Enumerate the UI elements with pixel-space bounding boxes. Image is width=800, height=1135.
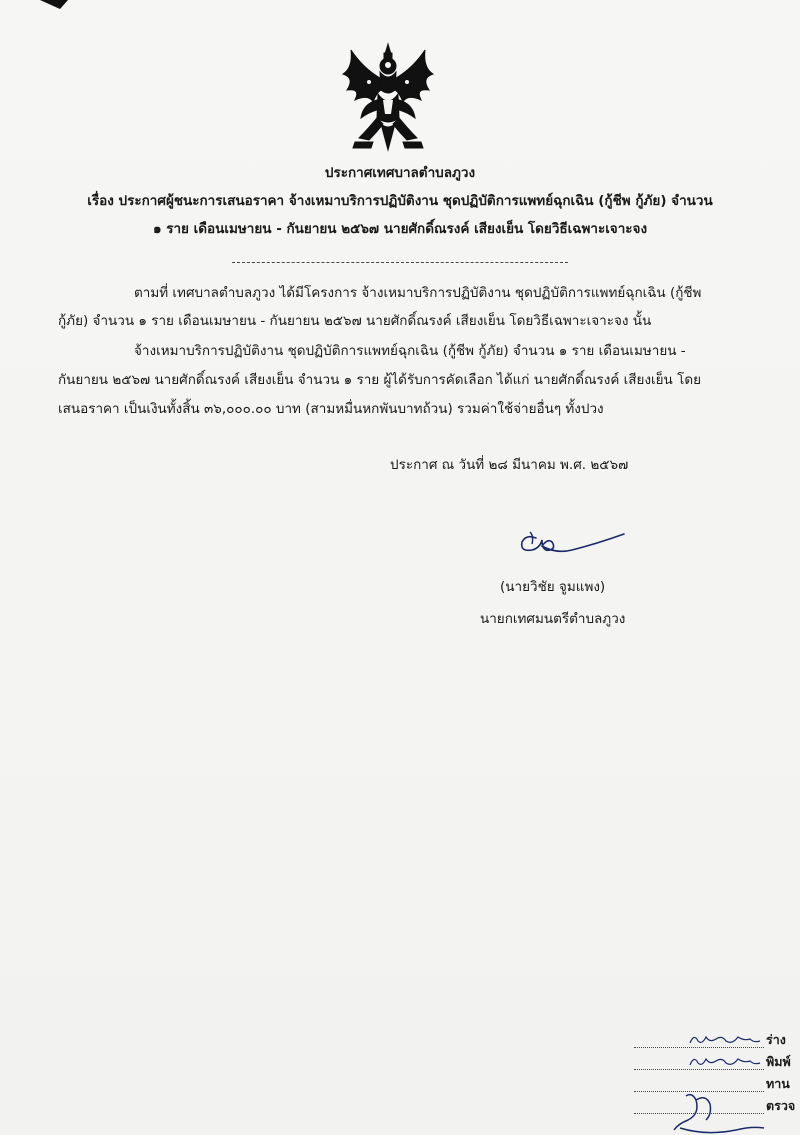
announcement-date: ประกาศ ณ วันที่ ๒๘ มีนาคม พ.ศ. ๒๕๖๗ xyxy=(390,457,629,473)
garuda-emblem xyxy=(333,38,443,158)
paragraph-1-line-2: กู้ภัย) จำนวน ๑ ราย เดือนเมษายน - กันยายน ๒๕๖๗ นายศักดิ์ณรงค์ เสียงเย็น โดยวิธีเฉพาะเจาะจง นั้น xyxy=(58,313,652,329)
checker-signature xyxy=(666,1090,766,1134)
paragraph-2-line-3: เสนอราคา เป็นเงินทั้งสิ้น ๓๖,๐๐๐.๐๐ บาท (สามหมื่นหกพันบาทถ้วน) รวมค่าใช้จ่ายอื่นๆ ทั้งปวง xyxy=(58,401,604,417)
paragraph-1-line-1: ตามที่ เทศบาลตำบลภูวง ได้มีโครงการ จ้างเหมาบริการปฏิบัติงาน ชุดปฏิบัติการแพทย์ฉุกเฉิน (กู้ชีพ xyxy=(134,285,702,301)
footer-label-draft: ร่าง xyxy=(766,1032,786,1047)
footer-dotted-line xyxy=(634,1069,764,1070)
document-subject-line-2: ๑ ราย เดือนเมษายน - กันยายน ๒๕๖๗ นายศักดิ์ณรงค์ เสียงเย็น โดยวิธีเฉพาะเจาะจง xyxy=(152,221,648,237)
signatory-title: นายกเทศมนตรีตำบลภูวง xyxy=(480,611,626,627)
footer-row-draft xyxy=(634,1032,800,1052)
page-edge-mark xyxy=(40,0,68,10)
signatory-name: (นายวิชัย จูมแพง) xyxy=(500,579,606,595)
heading-divider xyxy=(232,262,568,263)
draft-initials xyxy=(688,1031,762,1047)
document-org-heading: ประกาศเทศบาลตำบลภูวง xyxy=(324,165,476,181)
document-subject-line-1: เรื่อง ประกาศผู้ชนะการเสนอราคา จ้างเหมาบริการปฏิบัติงาน ชุดปฏิบัติการแพทย์ฉุกเฉิน (กู้ชีพ กู้ภัย) จำนวน xyxy=(87,193,713,209)
print-initials xyxy=(688,1053,762,1069)
mayor-signature xyxy=(512,528,628,562)
footer-label-proofread: ทาน xyxy=(766,1076,790,1091)
footer-row-print xyxy=(634,1054,800,1074)
footer-label-check: ตรวจ xyxy=(766,1098,796,1113)
footer-label-print: พิมพ์ xyxy=(766,1054,791,1069)
footer-dotted-line xyxy=(634,1047,764,1048)
paragraph-2-line-2: กันยายน ๒๕๖๗ นายศักดิ์ณรงค์ เสียงเย็น จำนวน ๑ ราย ผู้ได้รับการคัดเลือก ได้แก่ นายศักดิ์ณรงค์ เสียงเย็น โดย xyxy=(58,372,702,388)
paragraph-2-line-1: จ้างเหมาบริการปฏิบัติงาน ชุดปฏิบัติการแพทย์ฉุกเฉิน (กู้ชีพ กู้ภัย) จำนวน ๑ ราย เดือนเมษายน - xyxy=(134,343,686,359)
